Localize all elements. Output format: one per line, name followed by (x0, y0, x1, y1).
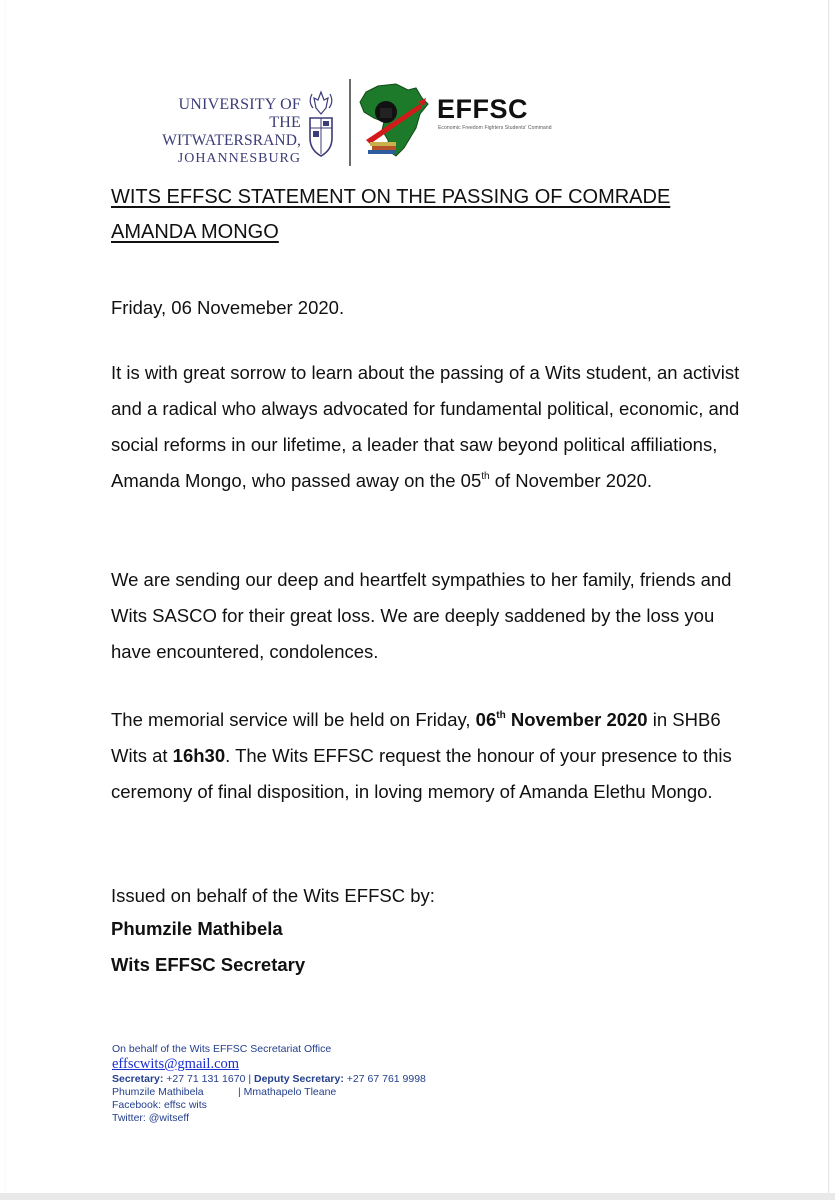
signer-name: Phumzile Mathibela (111, 918, 283, 939)
effsc-subtitle: Economic Freedom Fighters Students' Command (438, 125, 552, 131)
memorial-date-sup: th (496, 710, 506, 721)
secretary-label: Secretary: (112, 1073, 164, 1085)
deputy-label: Deputy Secretary: (253, 1073, 344, 1085)
memorial-date-day: 06 (475, 709, 497, 730)
effsc-wordmark: EFFSC (437, 94, 529, 124)
footer-phones (112, 1073, 572, 1086)
memorial-date (476, 709, 648, 730)
secretary-phone: +27 71 131 1670 | (163, 1073, 254, 1085)
africa-emblem-icon (356, 82, 432, 160)
statement-date: Friday, 06 Novemeber 2020. (111, 297, 345, 318)
wits-name-line2: WITWATERSRAND, (162, 132, 301, 149)
wits-name-line3: JOHANNESBURG (177, 151, 301, 166)
paragraph-sympathies: We are sending our deep and heartfelt sympathies to her family, friends and Wits SASCO for their great loss. We are deeply saddened by the loss you have encountered, condolences. (111, 569, 732, 662)
issued-by: Issued on behalf of the Wits EFFSC by: (111, 885, 435, 906)
wits-name-line1: UNIVERSITY OF THE (178, 96, 301, 131)
logo-divider (349, 79, 351, 166)
memorial-text-3: . The Wits EFFSC request the honour of your presence to this ceremony of final disposition, in loving memory of Amanda Elethu Mongo. (111, 745, 732, 802)
footer-contact (112, 1043, 572, 1125)
memorial-text-2: in SHB6 Wits at (111, 709, 721, 766)
wits-university-name (149, 96, 301, 168)
footer-email-link[interactable]: effscwits@gmail.com (112, 1056, 240, 1072)
secretary-name: Phumzile Mathibela (112, 1086, 204, 1098)
paragraph-condolence (111, 355, 751, 499)
deputy-name: | Mmathapelo Tleane (238, 1086, 337, 1098)
document-page (6, 0, 829, 1194)
signer-role: Wits EFFSC Secretary (111, 954, 306, 975)
paragraph-memorial (111, 702, 751, 810)
footer-office: On behalf of the Wits EFFSC Secretariat Office (112, 1043, 332, 1055)
page-bottom-strip (0, 1193, 835, 1200)
memorial-text-1: The memorial service will be held on Friday, (111, 709, 476, 730)
footer-names (112, 1086, 572, 1099)
memorial-date-rest: November 2020 (505, 709, 648, 730)
memorial-time: 16h30 (172, 745, 226, 766)
paragraph-1-sup: th (481, 471, 490, 482)
deputy-phone: +27 67 761 9998 (343, 1073, 426, 1085)
paragraph-1-text: It is with great sorrow to learn about the passing of a Wits student, an activist and a radical who always advocated for fundamental political, economic, and social reforms in our lifetime, a leader that saw beyond political affiliations, Amanda Mongo, who passed away on the 05 (111, 362, 740, 491)
wits-crest-icon (304, 86, 338, 162)
footer-facebook: Facebook: effsc wits (112, 1099, 207, 1111)
footer-twitter: Twitter: @witseff (112, 1112, 189, 1124)
statement-title: WITS EFFSC STATEMENT ON THE PASSING OF COMRADE AMANDA MONGO (111, 186, 671, 243)
paragraph-1-tail: of November 2020. (489, 470, 653, 491)
